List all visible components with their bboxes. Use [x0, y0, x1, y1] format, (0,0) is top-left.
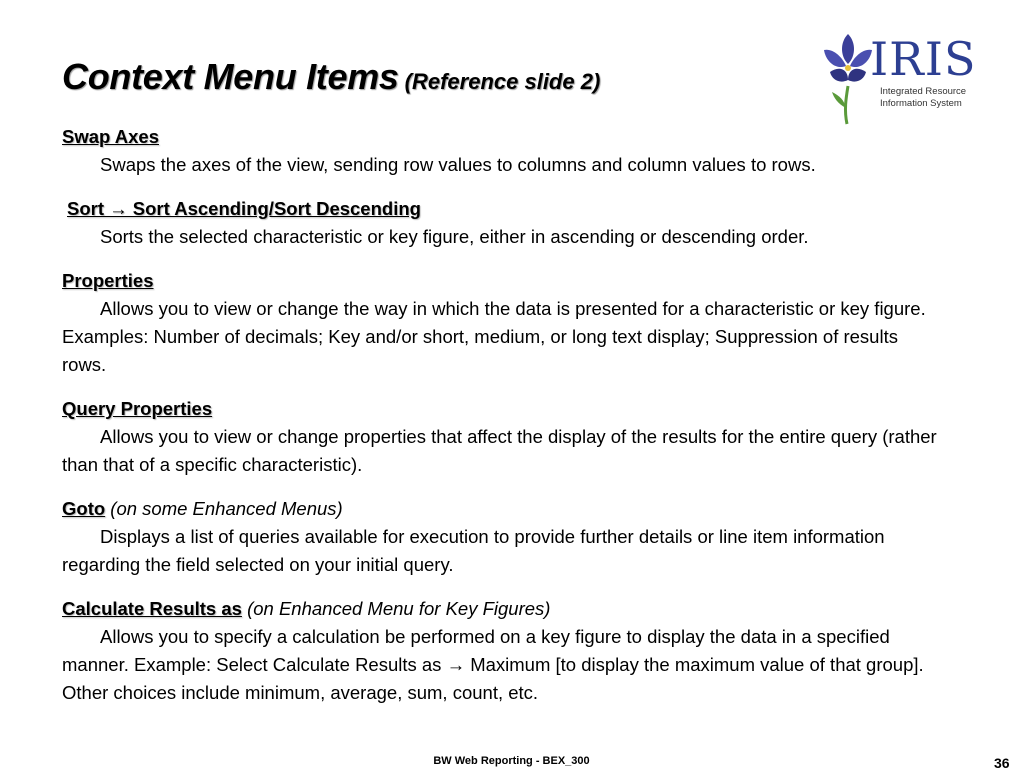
menu-item-swap-axes	[62, 123, 942, 179]
menu-item-calculate-results	[62, 595, 942, 707]
iris-logo	[820, 28, 980, 126]
item-heading: Query Properties	[62, 398, 213, 419]
item-qualifier: (on Enhanced Menu for Key Figures)	[247, 598, 551, 619]
item-heading: Goto	[62, 498, 106, 519]
item-description: Allows you to view or change the way in which the data is presented for a characteristic or key figure. Examples: Number of decimals; Key and/or short, medium, or long text display; Suppression of results rows.	[62, 298, 926, 375]
item-heading: Calculate Results as	[62, 598, 242, 619]
logo-tagline-2: Information System	[880, 98, 962, 109]
item-description: Allows you to view or change properties that affect the display of the results for the entire query (rather than that of a specific characteristic).	[62, 426, 937, 475]
item-description: Swaps the axes of the view, sending row values to columns and column values to rows.	[100, 154, 816, 175]
item-heading: Sort → Sort Ascending/Sort Descending	[67, 198, 421, 219]
logo-brand-text: IRIS	[870, 32, 977, 86]
slide-title-main: Context Menu Items	[62, 56, 399, 97]
menu-item-properties	[62, 267, 942, 379]
footer-text: BW Web Reporting - BEX_300	[433, 755, 590, 767]
item-description: Sorts the selected characteristic or key figure, either in ascending or descending order.	[100, 226, 809, 247]
menu-item-goto	[62, 495, 942, 579]
item-description: Displays a list of queries available for execution to provide further details or line item information regarding the field selected on your initial query.	[62, 526, 885, 575]
menu-item-sort	[62, 195, 942, 251]
logo-tagline-1: Integrated Resource	[880, 86, 967, 97]
menu-item-query-properties	[62, 395, 942, 479]
menu-items-list	[62, 123, 942, 723]
item-description: Allows you to specify a calculation be performed on a key figure to display the data in a specified manner. Example: Select Calculate Results as → Maximum [to display the maximum value of that group]. Other choices include minimum, average, sum, count, etc.	[62, 626, 924, 703]
page-number: 36	[994, 755, 1010, 771]
iris-flower-icon	[820, 28, 876, 126]
slide-title	[62, 56, 600, 98]
item-heading: Properties	[62, 270, 154, 291]
slide-subtitle: (Reference slide 2)	[404, 69, 601, 94]
item-heading: Swap Axes	[62, 126, 159, 147]
item-qualifier: (on some Enhanced Menus)	[110, 498, 343, 519]
